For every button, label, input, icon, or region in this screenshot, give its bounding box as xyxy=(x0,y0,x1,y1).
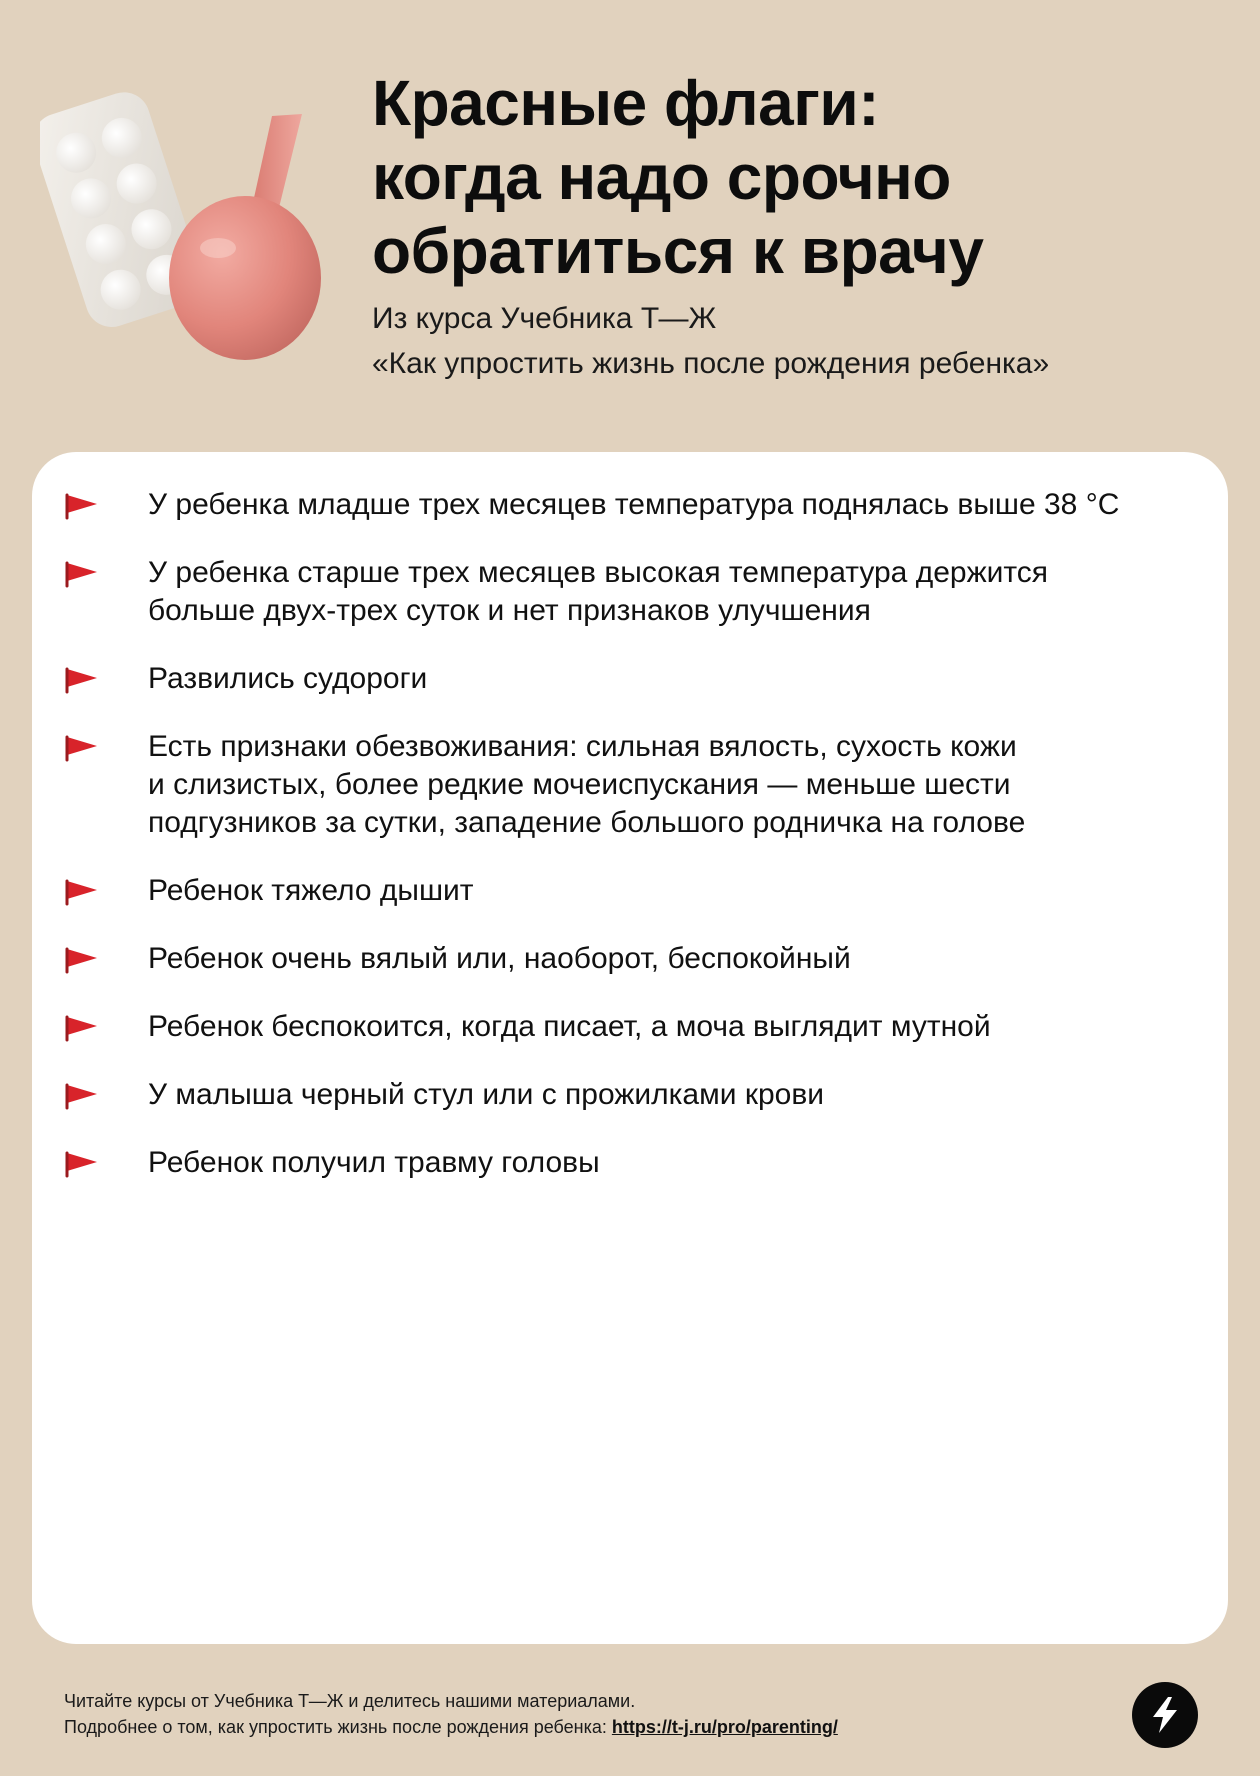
list-item xyxy=(64,486,1188,524)
red-flag-icon xyxy=(64,560,100,588)
header-illustration xyxy=(40,60,330,380)
footer-line-2 xyxy=(64,1714,1084,1740)
red-flag-icon xyxy=(64,878,100,906)
list-item xyxy=(64,728,1188,842)
list-item-text: Ребенок получил травму головы xyxy=(148,1146,600,1179)
list-item xyxy=(64,554,1188,630)
red-flag-icon xyxy=(64,1014,100,1042)
subtitle-line: Из курса Учебника Т—Ж xyxy=(372,302,717,335)
footer-line-2-text: Подробнее о том, как упростить жизнь после рождения ребенка: xyxy=(64,1717,607,1737)
list-item-text: Развились судороги xyxy=(148,662,428,695)
red-flag-icon xyxy=(64,1150,100,1178)
list-item xyxy=(64,1076,1188,1114)
list-item xyxy=(64,1008,1188,1046)
red-flag-icon xyxy=(64,1082,100,1110)
list-item-text: Ребенок тяжело дышит xyxy=(148,874,474,907)
page-title xyxy=(372,66,1232,288)
red-flag-icon xyxy=(64,666,100,694)
list-item-text: У ребенка младше трех месяцев температура поднялась выше 38 °C xyxy=(148,488,1120,521)
red-flag-icon xyxy=(64,492,100,520)
parenting-course-link[interactable]: https://t-j.ru/pro/parenting/ xyxy=(611,1717,838,1737)
list-item-text: У ребенка старше трех месяцев высокая температура держится больше двух-трех суток и нет признаков улучшения xyxy=(148,556,1049,627)
list-item-text: Ребенок очень вялый или, наоборот, беспокойный xyxy=(148,942,851,975)
title-line: обратиться к врачу xyxy=(372,215,984,287)
list-item-text: У малыша черный стул или с прожилками крови xyxy=(148,1078,825,1111)
title-line: когда надо срочно xyxy=(372,141,951,213)
syringe-bulb-icon xyxy=(169,114,321,360)
list-item xyxy=(64,660,1188,698)
red-flag-icon xyxy=(64,734,100,762)
footer-line-1: Читайте курсы от Учебника Т—Ж и делитесь нашими материалами. xyxy=(64,1691,636,1711)
lightning-logo-icon xyxy=(1132,1682,1198,1748)
page-subtitle xyxy=(372,296,1232,386)
title-line: Красные флаги: xyxy=(372,67,879,139)
red-flags-card xyxy=(32,452,1228,1644)
list-item xyxy=(64,1144,1188,1182)
red-flag-icon xyxy=(64,946,100,974)
red-flags-list xyxy=(32,452,1228,1182)
footer xyxy=(64,1688,1084,1740)
list-item xyxy=(64,940,1188,978)
list-item xyxy=(64,872,1188,910)
subtitle-line: «Как упростить жизнь после рождения ребенка» xyxy=(372,347,1050,380)
list-item-text: Есть признаки обезвоживания: сильная вялость, сухость кожи и слизистых, более редкие мочеиспускания — меньше шести подгузников за сутки, западение большого родничка на голове xyxy=(148,730,1026,839)
list-item-text: Ребенок беспокоится, когда писает, а моча выглядит мутной xyxy=(148,1010,991,1043)
